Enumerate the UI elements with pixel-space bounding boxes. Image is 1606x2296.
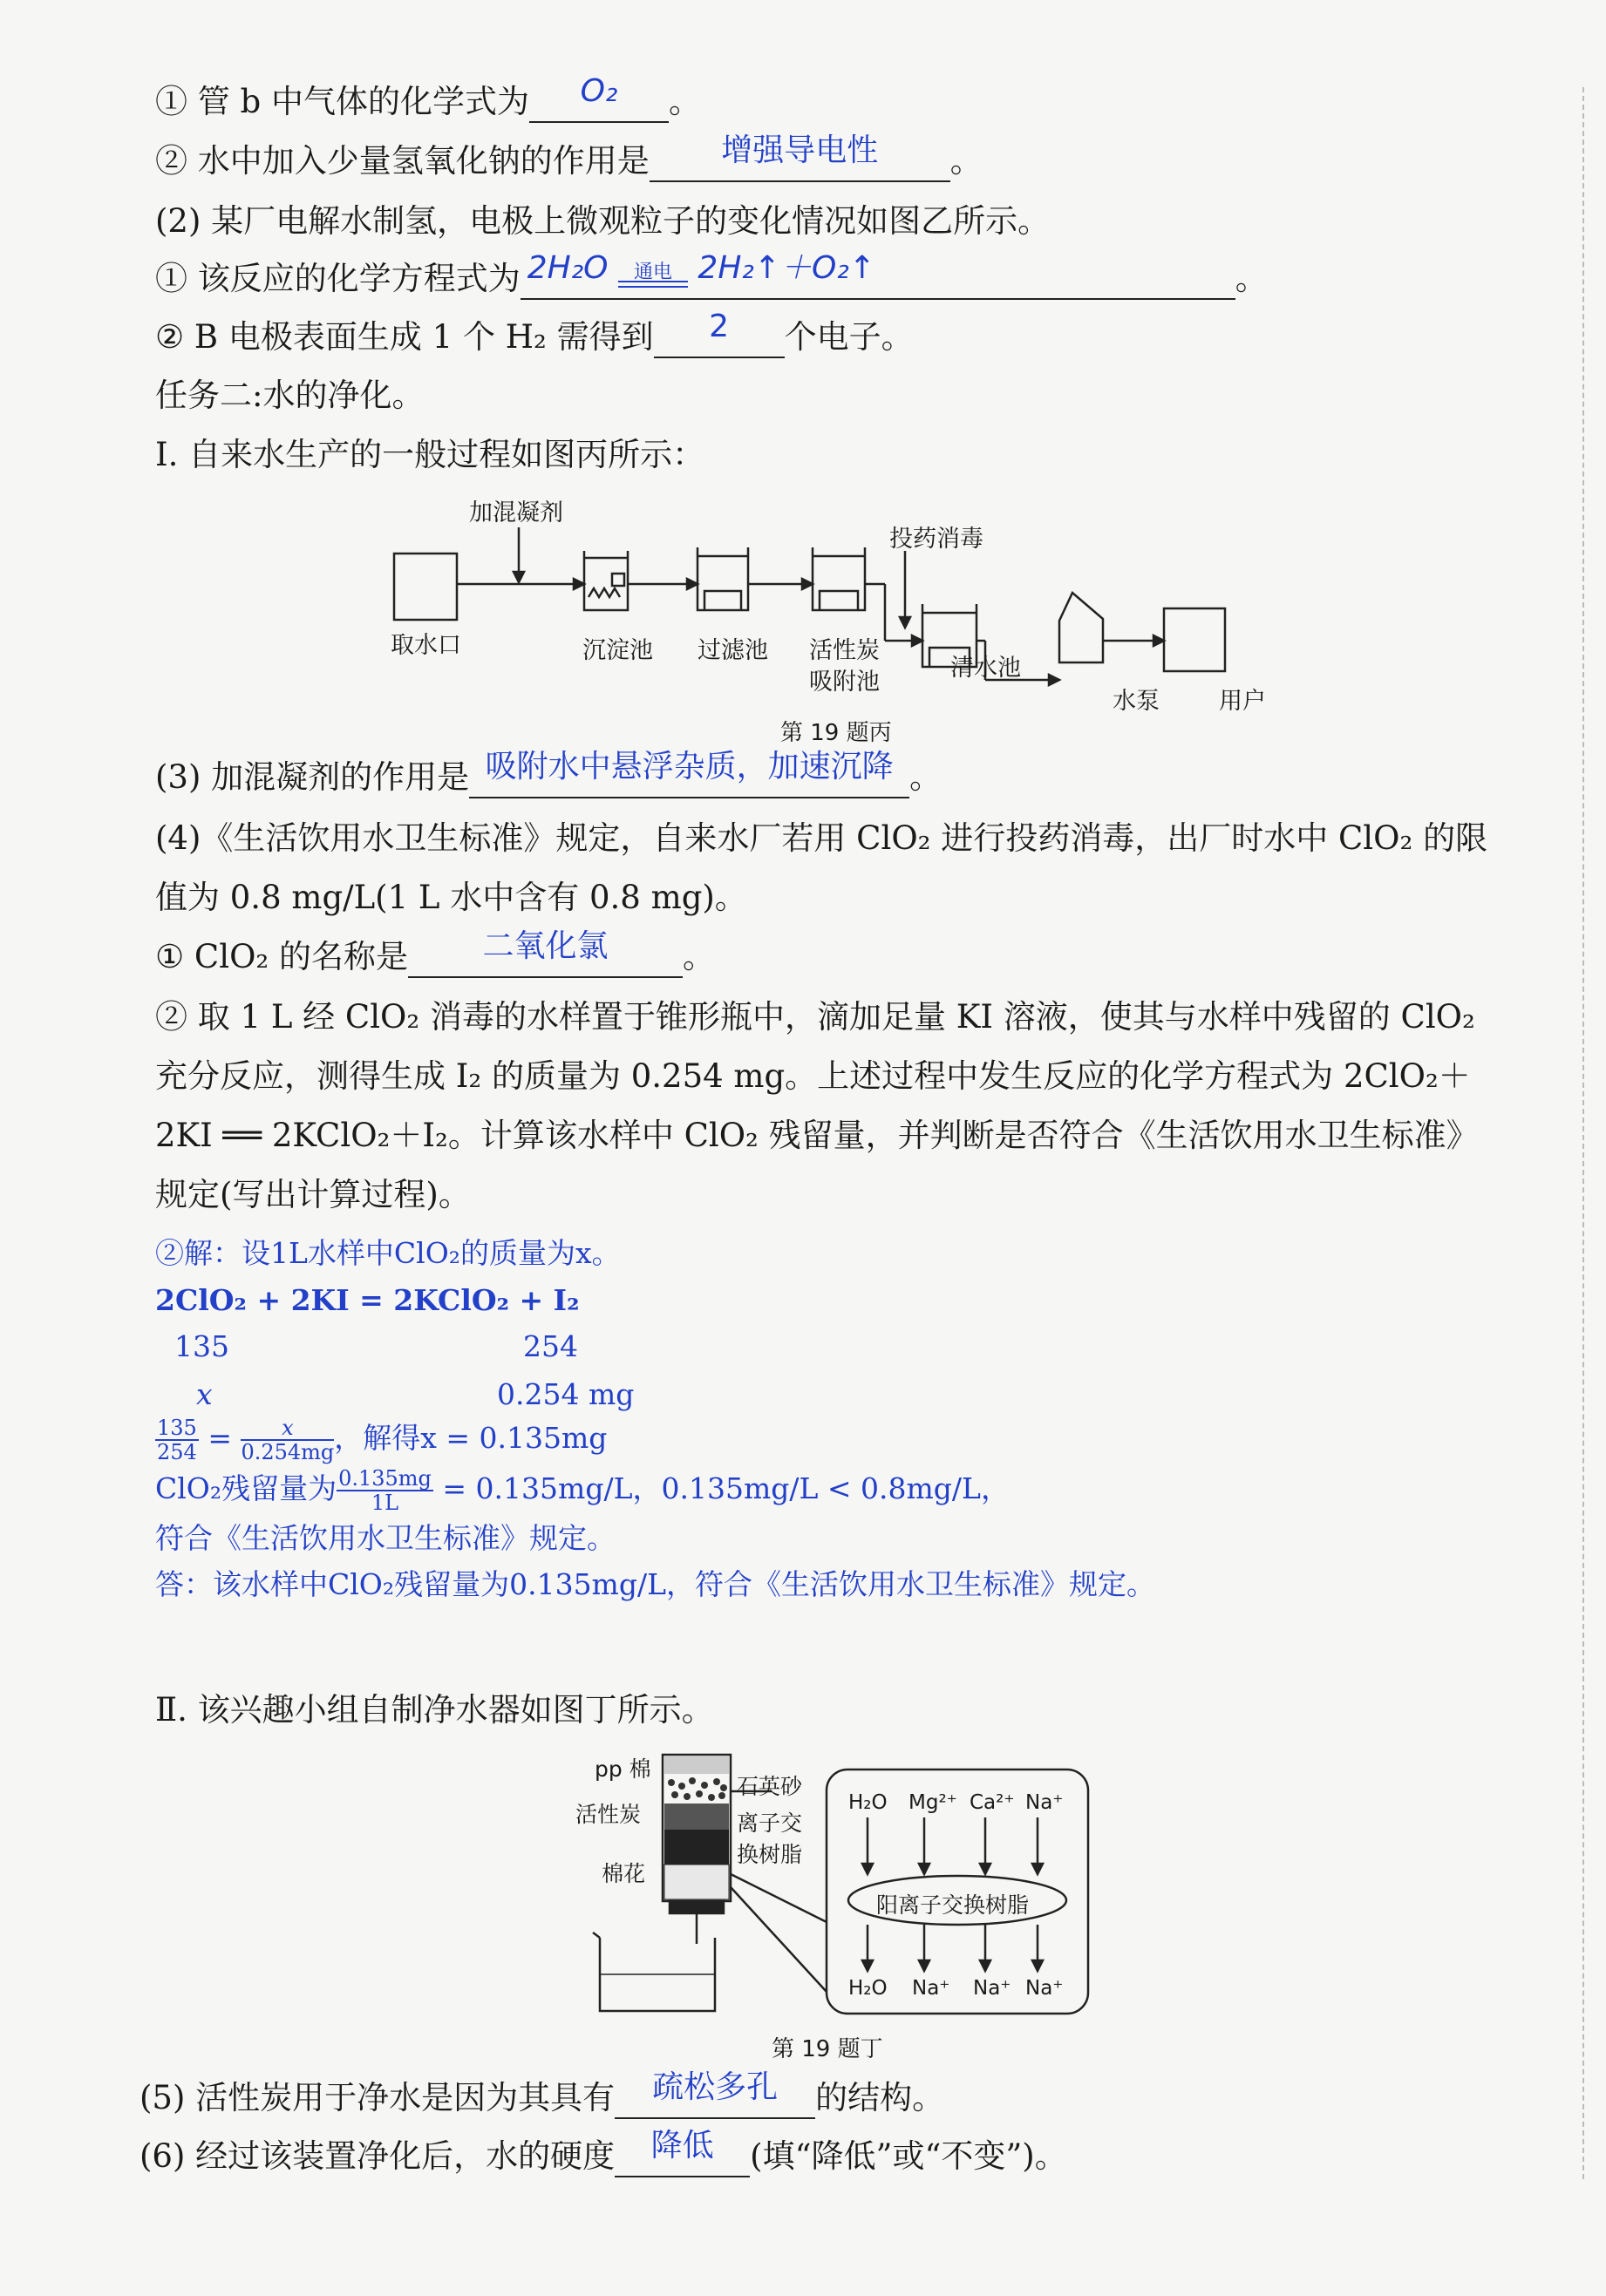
q2-line2: ② B 电极表面生成 1 个 H₂ 需得到 2 个电子。 — [155, 318, 914, 358]
q1-line2-prefix: ② 水中加入少量氢氧化钠的作用是 — [155, 142, 650, 180]
ion-in-h2o: H₂O — [848, 1791, 888, 1814]
q1-answer2: 增强导电性 — [721, 132, 879, 168]
sediment-tank — [584, 551, 628, 610]
task2-title: 任务二:水的净化。 — [155, 377, 425, 414]
user-box — [1164, 608, 1225, 671]
caption-bing: 第 19 题丙 — [780, 720, 892, 746]
q5-line: (5) 活性炭用于净水是因为其具有 疏松多孔 的结构。 — [140, 2079, 944, 2119]
label-carbon-1: 活性炭 — [809, 637, 880, 664]
ion-in-mg: Mg²⁺ — [908, 1791, 957, 1814]
margin-dashed-line — [1582, 87, 1584, 2179]
q4-answer: 二氧化氯 — [482, 928, 609, 964]
pump-shape — [1059, 593, 1103, 662]
label-user: 用户 — [1219, 688, 1266, 715]
q4-line1: (4)《生活饮用水卫生标准》规定，自来水厂若用 ClO₂ 进行投药消毒，出厂时水中 ClO₂ 的限 — [155, 819, 1488, 857]
solution-proportion: $\frac{135}{254}$ = $\frac{x}{0.254mg}$ ，解得x = 0.135mg — [157, 1416, 608, 1464]
q6-answer: 降低 — [650, 2128, 714, 2164]
q4-line6: 2KI ══ 2KClO₂＋I₂。计算该水样中 ClO₂ 残留量，并判断是否符合《生活饮用水卫生标准》 — [155, 1117, 1479, 1154]
label-clear-tank: 清水池 — [950, 655, 1021, 682]
solution-line1: ②解：设1L水样中ClO₂的质量为x。 — [155, 1236, 621, 1270]
q1-line1: ① 管 b 中气体的化学式为 O₂ 。 — [155, 83, 701, 123]
label-carbon-2: 吸附池 — [809, 669, 880, 696]
intake-box — [394, 554, 457, 620]
q2-title: (2) 某厂电解水制氢，电极上微观粒子的变化情况如图乙所示。 — [155, 202, 1051, 240]
label-resin-2: 换树脂 — [737, 1842, 803, 1867]
label-cation-resin: 阳离子交换树脂 — [876, 1892, 1030, 1918]
q4-line7: 规定(写出计算过程)。 — [155, 1176, 471, 1213]
label-pp-cotton: pp 棉 — [595, 1756, 651, 1782]
solution-conclusion: 符合《生活饮用水卫生标准》规定。 — [155, 1521, 616, 1555]
ion-out-na-3: Na⁺ — [1025, 1977, 1064, 2000]
part1-title: Ⅰ. 自来水生产的一般过程如图丙所示： — [155, 436, 705, 473]
q4-line4: ② 取 1 L 经 ClO₂ 消毒的水样置于锥形瓶中，滴加足量 KI 溶液，使其与水样中残留的 ClO₂ — [155, 998, 1475, 1036]
solution-answer: 答：该水样中ClO₂残留量为0.135mg/L，符合《生活饮用水卫生标准》规定。 — [155, 1567, 1156, 1601]
q5-answer: 疏松多孔 — [652, 2069, 779, 2105]
q3-line: (3) 加混凝剂的作用是 吸附水中悬浮杂质，加速沉降 。 — [155, 758, 942, 798]
ion-out-na-1: Na⁺ — [912, 1977, 950, 2000]
label-sediment: 沉淀池 — [582, 637, 653, 664]
q2-line1: ① 该反应的化学方程式为 2H₂O 通电 2H₂↑＋O₂↑ 。 — [155, 260, 1268, 300]
q1-blank2 — [650, 132, 950, 182]
q4-line5: 充分反应，测得生成 I₂ 的质量为 0.254 mg。上述过程中发生反应的化学方程式为 2ClO₂＋ — [155, 1057, 1471, 1095]
q4-line2: 值为 0.8 mg/L(1 L 水中含有 0.8 mg)。 — [155, 879, 747, 916]
solution-x: x — [196, 1377, 213, 1411]
label-activated-carbon: 活性炭 — [575, 1802, 642, 1827]
label-resin-1: 离子交 — [737, 1810, 803, 1836]
q5-blank — [615, 2069, 815, 2119]
solution-mass-135: 135 — [174, 1329, 229, 1363]
ion-out-h2o: H₂O — [848, 1977, 888, 2000]
q3-answer: 吸附水中悬浮杂质，加速沉降 — [485, 749, 894, 785]
q2-equation-answer: 2H₂O 通电 2H₂↑＋O₂↑ — [527, 250, 875, 286]
caption-ding: 第 19 题丁 — [772, 2036, 883, 2062]
ion-out-na-2: Na⁺ — [973, 1977, 1011, 2000]
q1-blank1 — [529, 73, 669, 123]
q2-blank2 — [654, 309, 785, 358]
q1-line1-prefix: ① 管 b 中气体的化学式为 — [155, 83, 529, 120]
label-add-coagulant: 加混凝剂 — [469, 499, 563, 526]
q6-line: (6) 经过该装置净化后，水的硬度 降低 (填“降低”或“不变”)。 — [140, 2137, 1067, 2177]
solution-residual: ClO₂残留量为 $\frac{0.135mg}{1L}$ = 0.135mg/L，0.135mg/L < 0.8mg/L， — [155, 1466, 1010, 1515]
q6-blank — [615, 2128, 750, 2177]
water-purifier-diagram — [575, 1748, 1099, 2018]
label-cotton: 棉花 — [602, 1861, 646, 1886]
label-add-disinfect: 投药消毒 — [889, 526, 983, 553]
q1-answer1: O₂ — [580, 73, 618, 109]
q1-line2: ② 水中加入少量氢氧化钠的作用是 增强导电性 。 — [155, 142, 983, 182]
label-filter: 过滤池 — [698, 637, 768, 664]
q2-answer2: 2 — [709, 309, 730, 344]
label-intake: 取水口 — [391, 632, 461, 659]
q4-line3: ① ClO₂ 的名称是 二氧化氯 。 — [155, 938, 715, 978]
ion-in-ca: Ca²⁺ — [970, 1791, 1015, 1814]
label-quartz-sand: 石英砂 — [737, 1774, 803, 1799]
q2-blank1 — [521, 250, 1235, 300]
part2-title: Ⅱ. 该兴趣小组自制净水器如图丁所示。 — [155, 1691, 714, 1729]
ion-in-na: Na⁺ — [1025, 1791, 1064, 1814]
solution-mass-254: 254 — [523, 1329, 578, 1363]
solution-0254mg: 0.254 mg — [497, 1377, 635, 1411]
solution-equation: 2ClO₂ + 2KI = 2KClO₂ + I₂ — [155, 1283, 580, 1317]
q4-blank — [408, 928, 683, 978]
label-pump: 水泵 — [1113, 688, 1160, 715]
